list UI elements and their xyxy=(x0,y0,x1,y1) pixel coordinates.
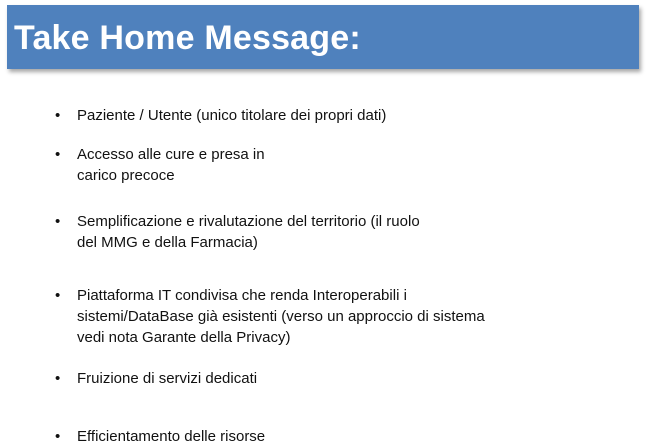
bullet-text: carico precoce xyxy=(77,167,175,184)
bullet-dot-icon: • xyxy=(55,428,61,445)
bullet-text: Semplificazione e rivalutazione del territorio (il ruolo xyxy=(77,213,420,230)
bullet-dot-icon: • xyxy=(55,213,61,230)
bullet-text: vedi nota Garante della Privacy) xyxy=(77,329,291,346)
bullet-text: Accesso alle cure e presa in xyxy=(77,146,265,163)
bullet-text: Efficientamento delle risorse xyxy=(77,428,266,445)
title-bar xyxy=(7,5,639,69)
bullet-dot-icon: • xyxy=(55,107,61,124)
bullet-text: sistemi/DataBase già esistenti (verso un approccio di sistema xyxy=(77,308,485,325)
bullet-text: Paziente / Utente (unico titolare dei propri dati) xyxy=(77,107,387,124)
bullet-text: Fruizione di servizi dedicati xyxy=(77,370,258,387)
bullet-text: del MMG e della Farmacia) xyxy=(77,234,258,251)
bullet-dot-icon: • xyxy=(55,287,61,304)
slide-title: Take Home Message: xyxy=(14,19,361,57)
bullet-text: Piattaforma IT condivisa che renda Interoperabili i xyxy=(77,287,407,304)
bullet-dot-icon: • xyxy=(55,146,61,163)
bullet-dot-icon: • xyxy=(55,370,61,387)
